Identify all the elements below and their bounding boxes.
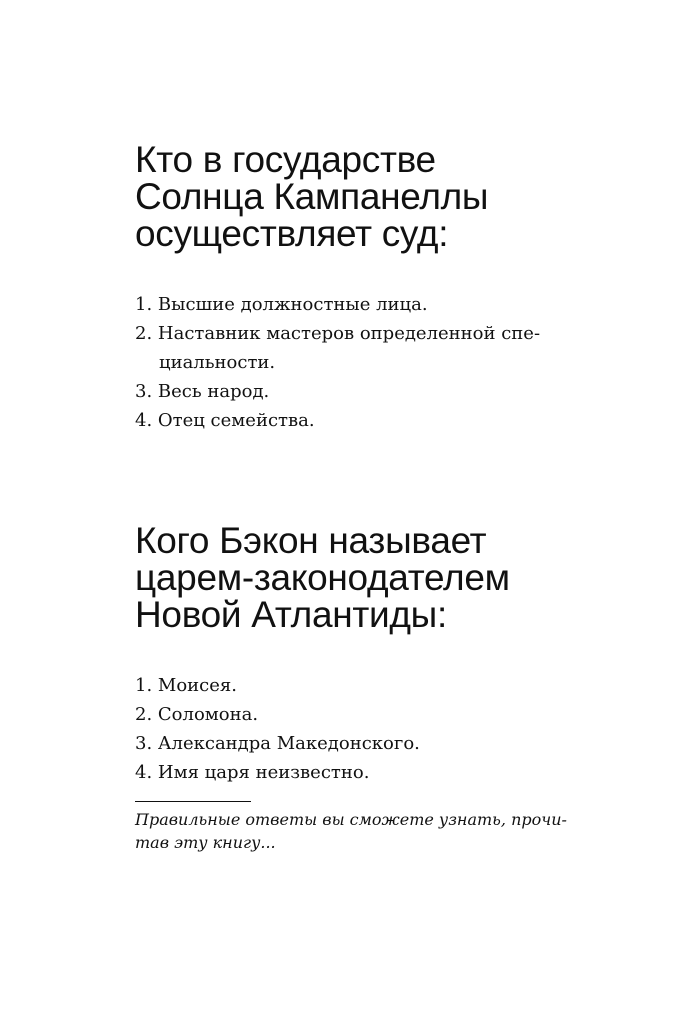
footnote — [135, 808, 605, 854]
answer-option-text: 2. Соломона. — [135, 704, 259, 725]
answer-option — [135, 671, 605, 700]
footnote-divider — [135, 801, 251, 802]
question-2-title-line: царем-законодателем — [135, 557, 510, 598]
answer-option-text: 3. Александра Македонского. — [135, 733, 420, 754]
question-2-options — [135, 671, 605, 787]
answer-option-text: 3. Весь народ. — [135, 381, 270, 402]
answer-option — [135, 700, 605, 729]
answer-option-text: 4. Отец семейства. — [135, 410, 315, 431]
answer-option — [135, 406, 605, 435]
question-2-title-line: Кого Бэкон называет — [135, 520, 487, 561]
answer-option-text: 4. Имя царя неизвестно. — [135, 762, 370, 783]
question-1-title-line: Кто в государстве — [135, 139, 436, 180]
question-1-title-line: осуществляет суд: — [135, 213, 449, 254]
answer-option — [135, 319, 605, 377]
answer-option — [135, 758, 605, 787]
answer-option — [135, 729, 605, 758]
answer-option-text: 2. Наставник мастеров определенной спе- — [135, 323, 541, 344]
quiz-page — [135, 0, 605, 1034]
answer-option — [135, 290, 605, 319]
answer-option-text: 1. Высшие должностные лица. — [135, 294, 428, 315]
question-1-title-line: Солнца Кампанеллы — [135, 176, 489, 217]
footnote-line: Правильные ответы вы сможете узнать, прочи- — [135, 810, 567, 829]
answer-option-text: 1. Моисея. — [135, 675, 237, 696]
answer-option-text: циальности. — [159, 352, 276, 373]
question-1-options — [135, 290, 605, 435]
answer-option — [135, 377, 605, 406]
question-2-title — [135, 522, 605, 633]
footnote-line: тав эту книгу... — [135, 833, 276, 852]
question-2-title-line: Новой Атлантиды: — [135, 594, 447, 635]
question-1-title — [135, 141, 605, 252]
